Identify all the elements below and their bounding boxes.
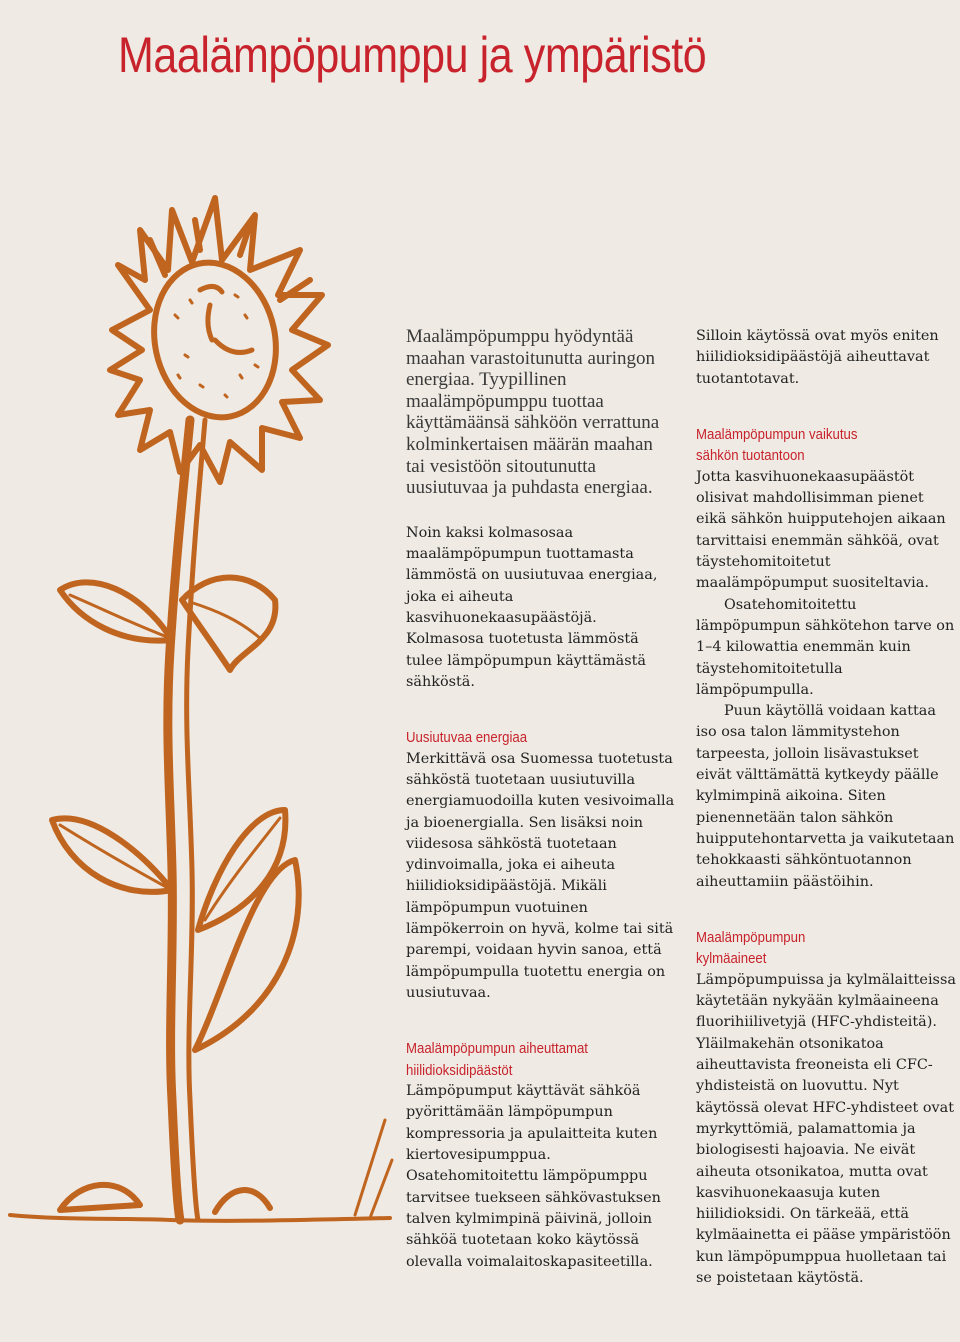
section-heading-kylmaaineet-line1: Maalämpöpumpun bbox=[696, 928, 806, 946]
section-heading-vaikutus-line1: Maalämpöpumpun vaikutus bbox=[696, 425, 858, 443]
section-heading-vaikutus-line2: sähkön tuotantoon bbox=[696, 447, 805, 465]
section-body-kylmaaineet: Lämpöpumpuissa ja kylmälaitteissa käytetään nykyään kylmäaineena fluorihiilivetyjä (HFC-yhdisteitä). Yläilmakehän otsonikatoa aiheuttavista freoneista eli CFC-yhdisteistä on luovuttu. Nyt käytössä olevat HFC-yhdisteet ovat myrkyttömiä, palamattomia ja biologisesti hajoavia. Ne eivät aiheuta otsonikatoa, mutta ovat kasvihuonekaasuja kuten hiilidioksidi. On tärkeää, että kylmäainetta ei pääse ympäristöön kun lämpöpumppua huolletaan tai se poistetaan käytöstä. bbox=[696, 971, 956, 1286]
page-title: Maalämpöpumppu ja ympäristö bbox=[118, 27, 707, 83]
section-heading-kylmaaineet-line2: kylmäaineet bbox=[696, 950, 767, 968]
section-body-vaikutus-p2: Osatehomitoitettu lämpöpumpun sähkötehon tarve on 1–4 kilowattia enemmän kuin täystehomitoitetulla lämpöpumpulla. bbox=[696, 596, 955, 698]
continuation-paragraph: Silloin käytössä ovat myös eniten hiilidioksidipäästöjä aiheuttavat tuotantotavat. bbox=[696, 328, 939, 387]
intro-paragraph: Noin kaksi kolmasosaa maalämpöpumpun tuottamasta lämmöstä on uusiutuvaa energiaa, joka ei aiheuta kasvihuonekaasupäästöjä. Kolmasosa tuotetusta lämmöstä tulee lämpöpumpun käyttämästä sähköstä. bbox=[406, 524, 658, 690]
section-body-vaikutus-p3: Puun käytöllä voidaan kattaa iso osa talon lämmitystehon tarpeesta, jolloin lisävastukset eivät välttämättä kytkeydy päälle kylmimpinä aikoina. Siten pienennetään talon sähkön huipputehontarvetta ja vaikutetaan tehokkaasti sähköntuotannon aiheuttamiin päästöihin. bbox=[696, 703, 955, 890]
right-column bbox=[696, 326, 958, 1289]
sunflower-drawing-icon bbox=[0, 170, 400, 1280]
section-heading-paastot-line1: Maalämpöpumpun aiheuttamat bbox=[406, 1040, 588, 1058]
lead-paragraph: Maalämpöpumppu hyödyntää maahan varastoitunutta auringon energiaa. Tyypillinen maalämpöpumppu tuottaa käyttämäänsä sähköön verrattuna kolminkertaisen määrän maahan tai vesistöön sitoutunutta uusiutuvaa ja puhdasta energiaa. bbox=[406, 326, 660, 499]
section-body-vaikutus-p1: Jotta kasvihuonekaasupäästöt olisivat mahdollisimman pienet eikä sähkön huipputehojen aikaan tarvittaisi enemmän sähköä, ovat täystehomitoitetut maalämpöpumput suositeltavia. bbox=[696, 468, 946, 592]
section-body-paastot: Lämpöpumput käyttävät sähköä pyörittämään lämpöpumpun kompressoria ja apulaitteita kuten kiertovesipumppua. Osatehomitoitettu lämpöpumppu tarvitsee tuekseen sähkövastuksen talven kylmimpinä päivinä, jolloin sähköä tuotetaan koko käytössä olevalla voimalaitoskapasiteetilla. bbox=[406, 1083, 661, 1270]
section-heading-paastot-line2: hiilidioksidipäästöt bbox=[406, 1061, 513, 1079]
left-column bbox=[406, 326, 676, 1273]
section-body-uusiutuvaa: Merkittävä osa Suomessa tuotetusta sähköstä tuotetaan uusiutuvilla energiamuodoilla kuten vesivoimalla ja bioenergialla. Sen lisäksi noin viidesosa sähköstä tuotetaan ydinvoimalla, joka ei aiheuta hiilidioksidipäästöjä. Mikäli lämpöpumpun vuotuinen lämpökerroin on hyvä, kolme tai sitä parempi, voidaan hyvin sanoa, että lämpöpumpulla tuotettu energia on uusiutuvaa. bbox=[406, 750, 675, 1001]
section-heading-uusiutuvaa: Uusiutuvaa energiaa bbox=[406, 729, 528, 747]
